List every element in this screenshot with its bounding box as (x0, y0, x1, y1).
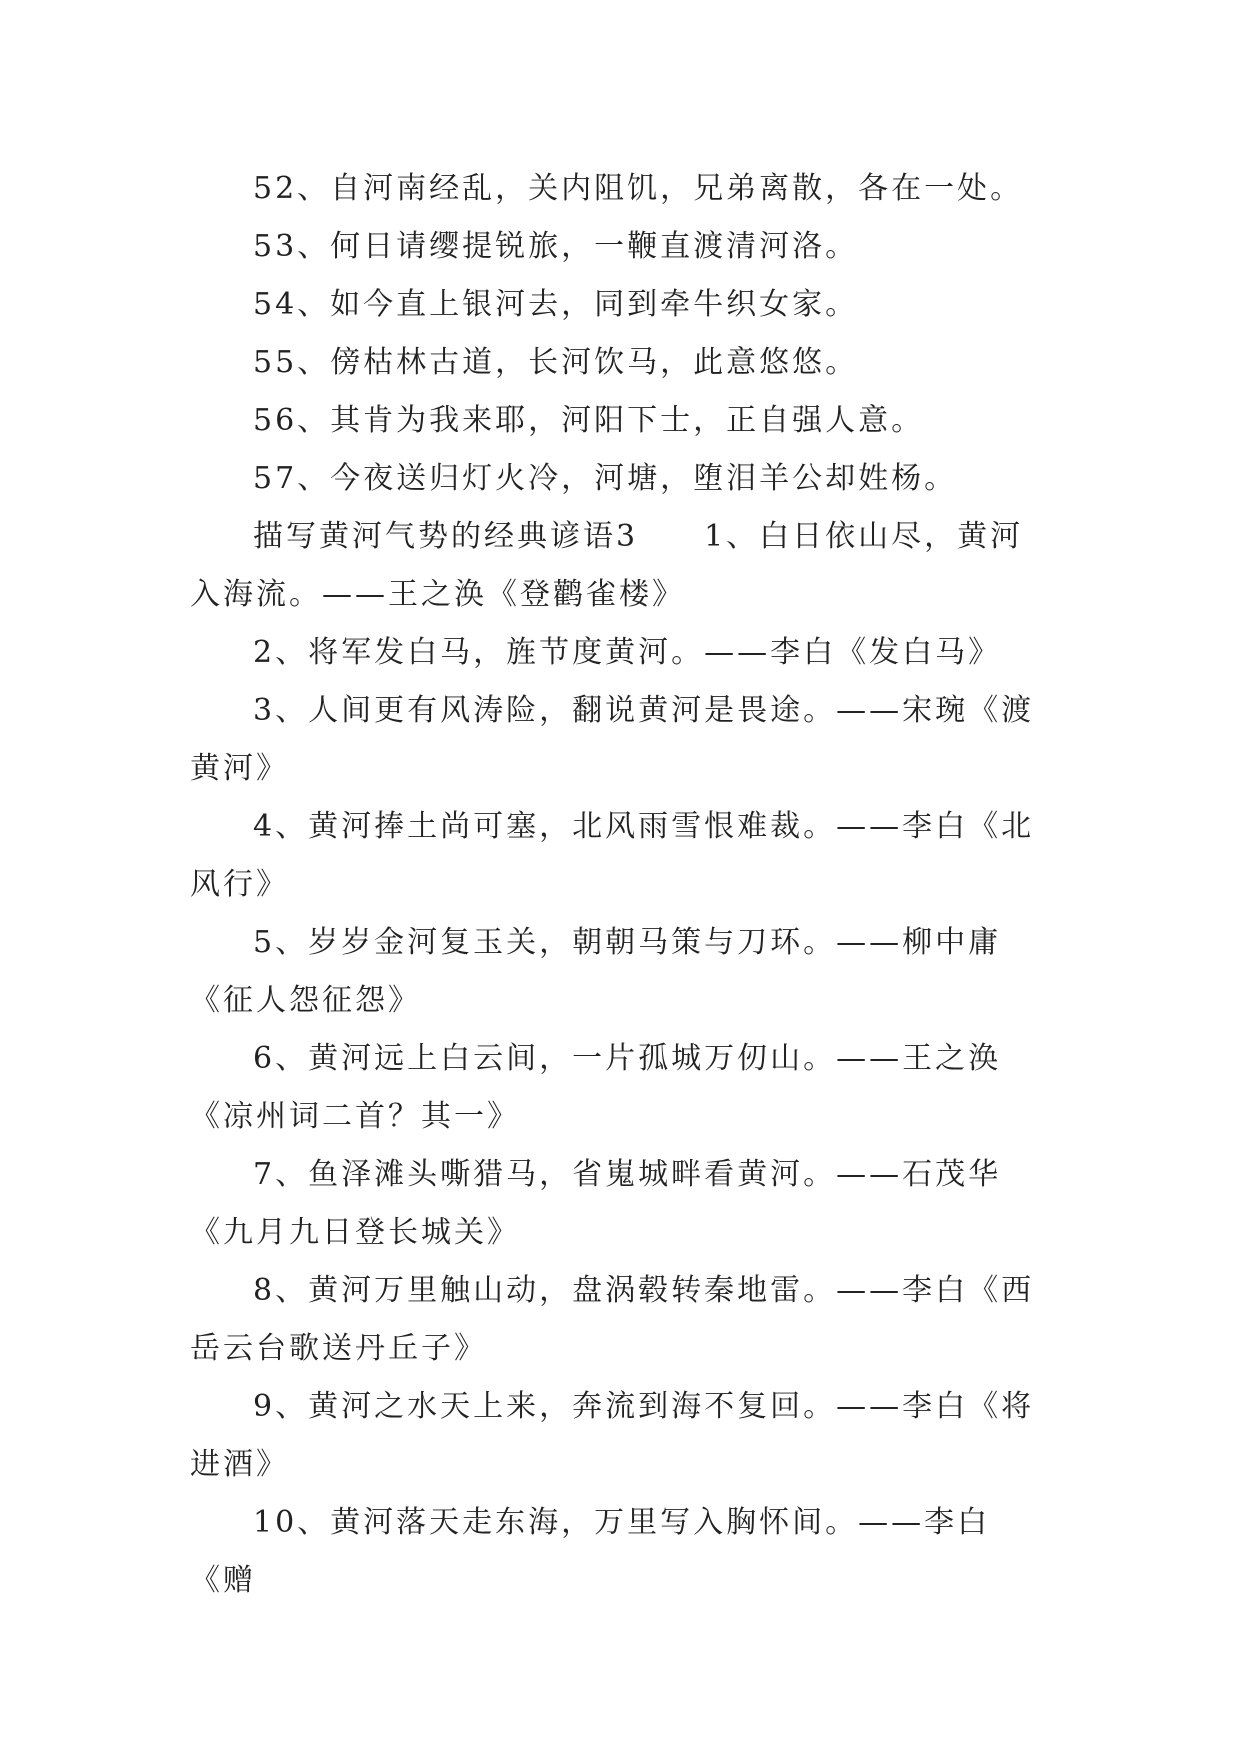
proverb-2: 2、将军发白马，旌节度黄河。——李白《发白马》 (253, 635, 1002, 670)
paragraph-56: 56、其肯为我来耶，河阳下士，正自强人意。 (253, 403, 925, 438)
proverb-9: 9、黄河之水天上来，奔流到海不复回。——李白《将进酒》 (190, 1389, 1035, 1482)
proverb-8: 8、黄河万里触山动，盘涡毂转秦地雷。——李白《西岳云台歌送丹丘子》 (190, 1273, 1035, 1366)
paragraph-55: 55、傍枯林古道，长河饮马，此意悠悠。 (253, 345, 859, 380)
proverb-5: 5、岁岁金河复玉关，朝朝马策与刀环。——柳中庸《征人怨征怨》 (190, 925, 1002, 1018)
proverb-6: 6、黄河远上白云间，一片孤城万仞山。——王之涣《凉州词二首？其一》 (190, 1041, 1002, 1134)
document-body (190, 160, 1050, 1610)
paragraph-53: 53、何日请缨提锐旅，一鞭直渡清河洛。 (253, 229, 859, 264)
paragraph-57: 57、今夜送归灯火冷，河塘，堕泪羊公却姓杨。 (253, 461, 958, 496)
proverb-4: 4、黄河捧土尚可塞，北风雨雪恨难裁。——李白《北风行》 (190, 809, 1035, 902)
proverb-3: 3、人间更有风涛险，翻说黄河是畏途。——宋琬《渡黄河》 (190, 693, 1035, 786)
paragraph-54: 54、如今直上银河去，同到牵牛织女家。 (253, 287, 859, 322)
proverb-7: 7、鱼泽滩头嘶猎马，省嵬城畔看黄河。——石茂华《九月九日登长城关》 (190, 1157, 1002, 1250)
proverb-10: 10、黄河落天走东海，万里写入胸怀间。——李白《赠 (190, 1505, 991, 1598)
paragraph-52: 52、自河南经乱，关内阻饥，兄弟离散，各在一处。 (253, 171, 1024, 206)
section-heading-paragraph: 描写黄河气势的经典谚语3 1、白日依山尽，黄河入海流。——王之涣《登鹳雀楼》 (190, 519, 1024, 612)
